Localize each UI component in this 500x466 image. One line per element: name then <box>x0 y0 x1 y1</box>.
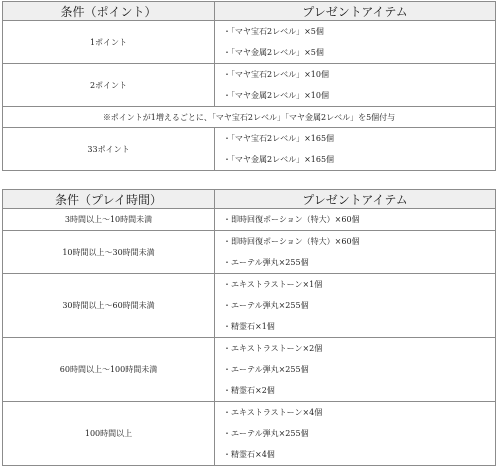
list-item: ・エーテル弾丸×255個 <box>223 365 309 374</box>
table-row <box>3 231 496 274</box>
table-row <box>3 128 496 171</box>
condition-cell: 30時間以上～60時間未満 <box>3 274 215 338</box>
table-row <box>3 338 496 402</box>
table-header-row <box>3 2 496 21</box>
note-row <box>3 107 496 128</box>
list-item: ・エーテル弾丸×255個 <box>223 429 309 438</box>
list-item: ・「マヤ金属2レベル」×5個 <box>223 48 324 57</box>
item-header: プレゼントアイテム <box>215 190 496 209</box>
condition-cell: 3時間以上～10時間未満 <box>3 209 215 231</box>
table-row <box>3 402 496 466</box>
list-item: ・「マヤ金属2レベル」×165個 <box>223 155 335 164</box>
list-item: ・エキストラストーン×2個 <box>223 344 323 353</box>
list-item: ・即時回復ポーション（特大）×60個 <box>223 237 360 246</box>
list-item: ・精霊石×4個 <box>223 450 275 459</box>
items-cell <box>215 402 496 466</box>
condition-cell: 33ポイント <box>3 128 215 171</box>
items-cell <box>215 209 496 231</box>
condition-cell: 2ポイント <box>3 64 215 107</box>
items-cell <box>215 338 496 402</box>
item-header: プレゼントアイテム <box>215 2 496 21</box>
list-item: ・「マヤ宝石2レベル」×5個 <box>223 27 324 36</box>
condition-header: 条件（ポイント） <box>3 2 215 21</box>
list-item: ・精霊石×1個 <box>223 322 275 331</box>
list-item: ・「マヤ宝石2レベル」×10個 <box>223 70 329 79</box>
table-row <box>3 21 496 64</box>
list-item: ・エキストラストーン×4個 <box>223 408 323 417</box>
items-cell <box>215 231 496 274</box>
items-cell <box>215 21 496 64</box>
condition-cell: 10時間以上～30時間未満 <box>3 231 215 274</box>
table-header-row <box>3 190 496 209</box>
table-row <box>3 64 496 107</box>
condition-header: 条件（プレイ時間） <box>3 190 215 209</box>
playtime-reward-table <box>2 189 496 466</box>
list-item: ・「マヤ宝石2レベル」×165個 <box>223 134 335 143</box>
table-row <box>3 209 496 231</box>
list-item: ・エーテル弾丸×255個 <box>223 258 309 267</box>
condition-cell: 1ポイント <box>3 21 215 64</box>
list-item: ・即時回復ポーション（特大）×60個 <box>223 215 360 224</box>
note-text: ※ポイントが1増えるごとに、「マヤ宝石2レベル」「マヤ金属2レベル」を5個付与 <box>3 107 496 128</box>
list-item: ・エキストラストーン×1個 <box>223 280 323 289</box>
list-item: ・精霊石×2個 <box>223 386 275 395</box>
list-item: ・「マヤ金属2レベル」×10個 <box>223 91 329 100</box>
table-row <box>3 274 496 338</box>
items-cell <box>215 64 496 107</box>
items-cell <box>215 128 496 171</box>
condition-cell: 60時間以上～100時間未満 <box>3 338 215 402</box>
items-cell <box>215 274 496 338</box>
condition-cell: 100時間以上 <box>3 402 215 466</box>
list-item: ・エーテル弾丸×255個 <box>223 301 309 310</box>
points-reward-table <box>2 1 496 171</box>
